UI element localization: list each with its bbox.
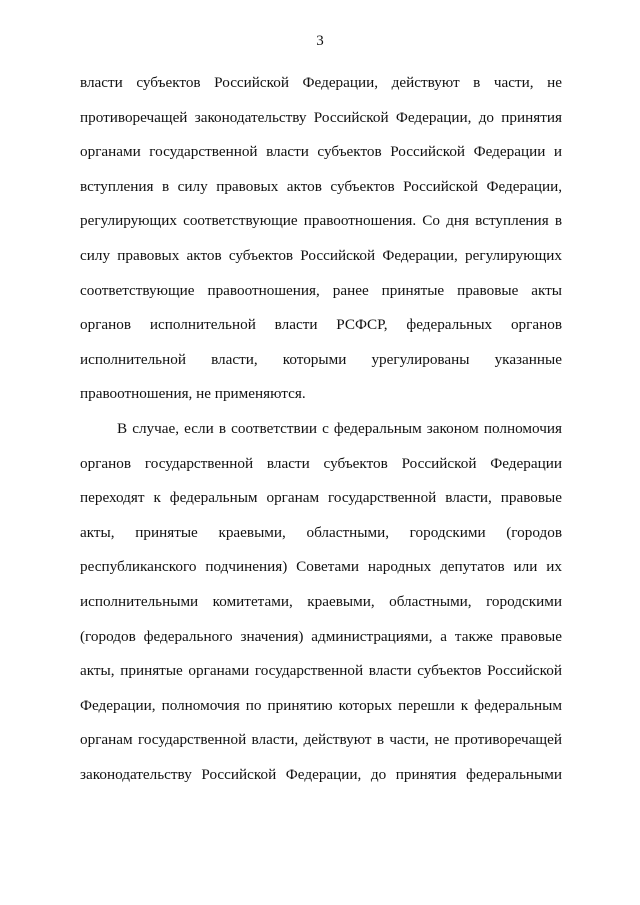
text-line: (городов федерального значения) администрациями, а также правовые — [80, 627, 562, 645]
paragraph-2 — [80, 412, 562, 793]
text-line: республиканского подчинения) Советами народных депутатов или их — [80, 558, 562, 576]
text-line: законодательству Российской Федерации, до принятия федеральными — [80, 765, 562, 783]
text-line: противоречащей законодательству Российской Федерации, до принятия — [80, 108, 562, 126]
text-line: регулирующих соответствующие правоотношения. Со дня вступления в — [80, 212, 562, 230]
text-line: акты, принятые органами государственной власти субъектов Российской — [80, 662, 562, 680]
text-line: переходят к федеральным органам государственной власти, правовые — [80, 489, 562, 507]
text-line: органами государственной власти субъектов Российской Федерации и — [80, 143, 562, 161]
text-line: силу правовых актов субъектов Российской Федерации, регулирующих — [80, 246, 562, 264]
text-line: В случае, если в соответствии с федеральным законом полномочия — [117, 419, 562, 437]
text-line: органов государственной власти субъектов Российской Федерации — [80, 454, 562, 472]
text-line: акты, принятые краевыми, областными, городскими (городов — [80, 523, 562, 541]
text-line: власти субъектов Российской Федерации, действуют в части, не — [80, 74, 562, 91]
body-text — [80, 66, 562, 792]
text-line: Федерации, полномочия по принятию которых перешли к федеральным — [80, 696, 562, 714]
text-line: органов исполнительной власти РСФСР, федеральных органов — [80, 316, 562, 334]
text-line: исполнительной власти, которыми урегулированы указанные — [80, 350, 562, 368]
text-line: органам государственной власти, действуют в части, не противоречащей — [80, 731, 562, 749]
text-line: вступления в силу правовых актов субъектов Российской Федерации, — [80, 177, 562, 195]
text-line: исполнительными комитетами, краевыми, областными, городскими — [80, 592, 562, 610]
text-line: соответствующие правоотношения, ранее принятые правовые акты — [80, 281, 562, 299]
text-line: правоотношения, не применяются. — [80, 385, 306, 403]
paragraph-1 — [80, 66, 562, 412]
page-number: 3 — [316, 33, 324, 49]
